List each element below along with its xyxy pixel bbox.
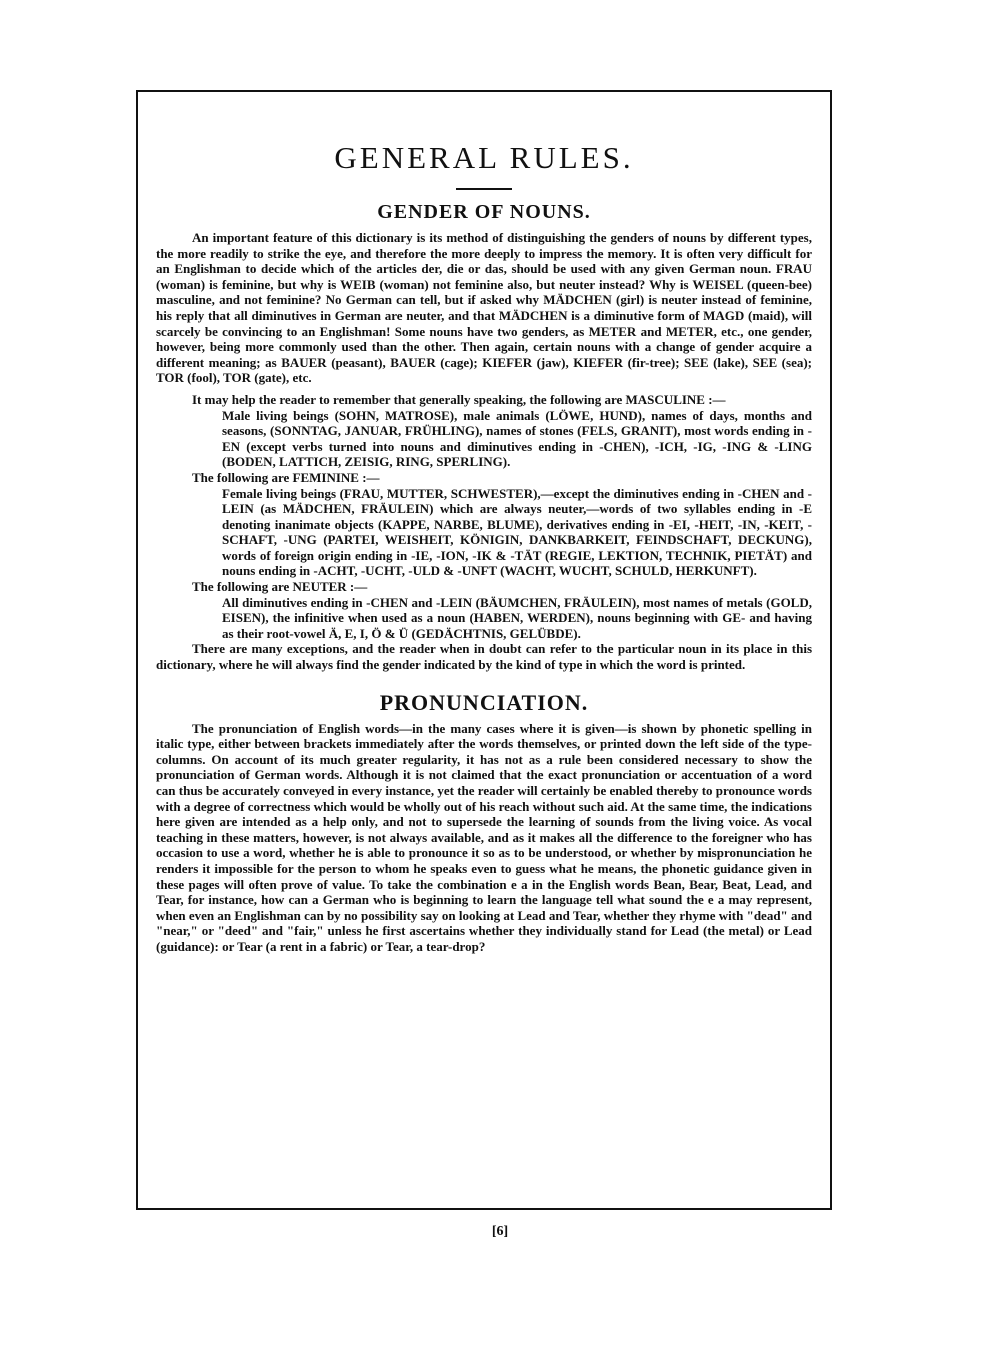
gender-heading: GENDER OF NOUNS. <box>377 201 591 223</box>
masculine-lead: It may help the reader to remember that generally speaking, the following are MASCULINE :— <box>192 391 726 407</box>
masculine-body: Male living beings (SOHN, MATROSE), male animals (LÖWE, HUND), names of days, months and seasons, (SONNTAG, JANUAR, FRÜHLING), names of stones (FELS, GRANIT), most words ending in -EN (except verbs turned into nouns and diminutives ending in -CHEN), -ICH, -IG, -ING & -LING (BODEN, LATTICH, ZEISIG, RING, SPERLING). <box>222 407 812 470</box>
neuter-body: All diminutives ending in -CHEN and -LEIN (BÄUMCHEN, FRÄULEIN), most names of metals (GOLD, EISEN), the infinitive when used as a noun (HABEN, WERDEN), nouns beginning with GE- and having as their root-vowel Ä, E, I, Ö & Ü (GEDÄCHTNIS, GELÜBDE). <box>222 594 812 641</box>
title-rule <box>456 188 512 190</box>
gender-closing-paragraph: There are many exceptions, and the reader when in doubt can refer to the particular noun in its place in this dictionary, where he will always find the gender indicated by the kind of type in which the word is printed. <box>156 641 812 673</box>
page-title: GENERAL RULES. <box>334 140 634 175</box>
pronunciation-heading: PRONUNCIATION. <box>379 689 589 715</box>
feminine-body: Female living beings (FRAU, MUTTER, SCHWESTER),—except the diminutives ending in -CHEN and -LEIN (as MÄDCHEN, FRÄULEIN) which are always neuter,—words of two syllables ending in -E denoting inanimate objects (KAPPE, NARBE, BLUME), derivatives ending in -EI, -HEIT, -IN, -KEIT, -SCHAFT, -UNG (PARTEI, WEISHEIT, KÖNIGIN, DANKBARKEIT, FEINDSCHAFT, DECKUNG), words of foreign origin ending in -IE, -ION, -IK & -TÄT (REGIE, LEKTION, TECHNIK, PIETÄT) and nouns ending in -ACHT, -UCHT, -ULD & -UNFT (WACHT, WUCHT, SCHULD, HERKUNFT). <box>222 485 812 579</box>
page-content <box>156 140 812 955</box>
pronunciation-paragraph: The pronunciation of English words—in the many cases where it is given—is shown by phonetic spelling in italic type, either between brackets immediately after the words themselves, or printed down the left side of the type-columns. On account of its much greater regularity, it has not as a rule been considered necessary to show the pronunciation of German words. Although it is not claimed that the exact pronunciation or accentuation of a word can thus be accurately conveyed in every instance, yet the reader will certainly be enabled thereby to pronounce words with a degree of correctness which would be wholly out of his reach without such aid. At the same time, the indications here given are intended as a help only, and not to supersede the learning of sounds from the living voice. As vocal teaching in these matters, however, is not always available, and as it makes all the difference to the foreigner who has occasion to use a word, whether he is able to pronounce it so as to be understood, or whether by mispronunciation he renders it impossible for the person to whom he speaks even to guess what he means, the phonetic guidance given in these pages will often prove of value. To take the combination e a in the English words Bean, Bear, Beat, Lead, and Tear, for instance, how can a German who is beginning to learn the language tell what sound the e a may represent, when even an Englishman can by no possibility say on looking at Lead and Tear, whether they rhyme with "dead" and "near," or "deed" and "fair," unless he first ascertains whether they individually stand for Lead (the metal) or Lead (guidance): or Tear (a rent in a fabric) or Tear, a tear-drop? <box>156 720 812 954</box>
neuter-lead: The following are NEUTER :— <box>192 579 368 595</box>
gender-intro-paragraph: An important feature of this dictionary is its method of distinguishing the genders of nouns by different types, the more readily to strike the eye, and therefore the more deeply to impress the memory. It is often very difficult for an Englishman to decide which of the articles der, die or das, should be used with any given German noun. FRAU (woman) is feminine, but why is WEIB (woman) not feminine also, but neuter instead? Why is WEISEL (queen-bee) masculine, and not feminine? No German can tell, but if asked why MÄDCHEN (girl) is neuter instead of feminine, his reply that all diminutives in German are neuter, and that MÄDCHEN is a diminutive form of MAGD (maid), will scarcely be convincing to an Englishman! Some nouns have two genders, as METER and METER, etc., one gender, however, being more commonly used than the other. Then again, certain nouns with a change of gender acquire a different meaning; as BAUER (peasant), BAUER (cage); KIEFER (jaw), KIEFER (fir-tree); SEE (lake), SEE (sea); TOR (fool), TOR (gate), etc. <box>156 230 812 386</box>
feminine-lead: The following are FEMININE :— <box>192 469 380 485</box>
page-number: [6] <box>491 1224 509 1239</box>
